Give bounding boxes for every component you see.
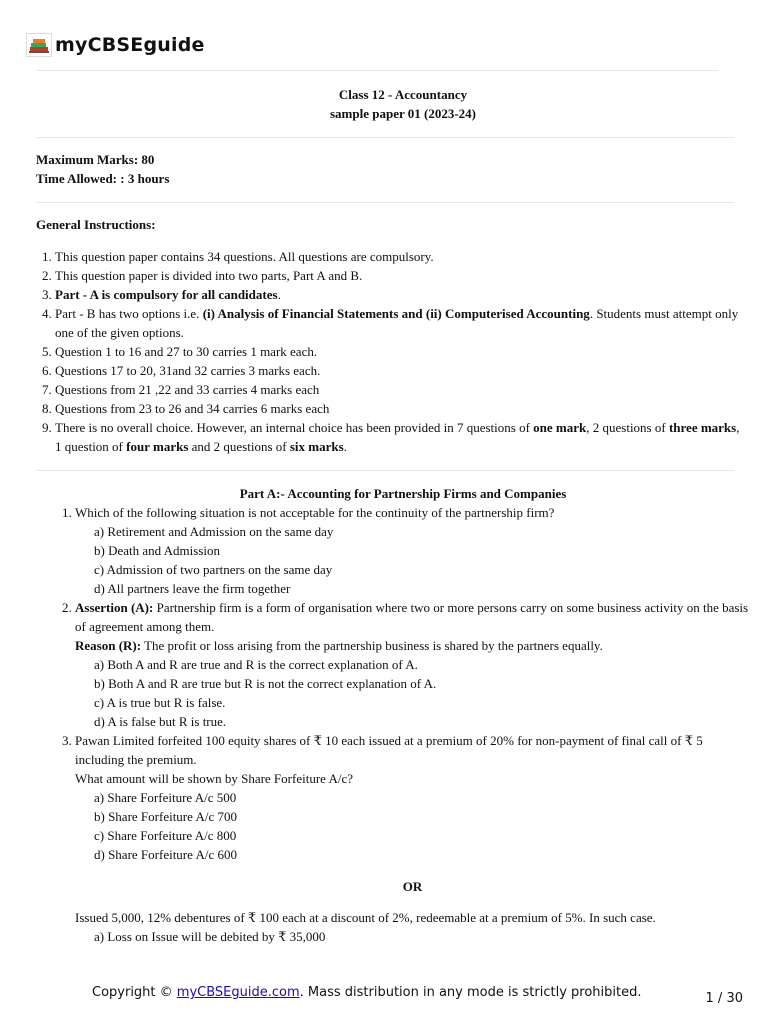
option: a) Share Forfeiture A/c 500 xyxy=(94,790,237,805)
instruction-item: 5. Question 1 to 16 and 27 to 30 carries 1 mark each. xyxy=(55,342,749,361)
option: d) All partners leave the firm together xyxy=(94,581,291,596)
marks-info xyxy=(36,150,169,188)
questions-list xyxy=(55,503,750,946)
divider xyxy=(36,70,718,71)
instruction-item: 6. Questions 17 to 20, 31and 32 carries 3 marks each. xyxy=(55,361,749,380)
question-1 xyxy=(75,503,750,598)
site-link[interactable]: myCBSEguide.com xyxy=(176,985,300,1000)
option: c) A is true but R is false. xyxy=(94,695,226,710)
option: a) Both A and R are true and R is the correct explanation of A. xyxy=(94,657,418,672)
question-text: 1. Which of the following situation is not acceptable for the continuity of the partnership firm? xyxy=(75,505,555,520)
options-list xyxy=(75,655,750,731)
logo-icon xyxy=(26,33,52,57)
instruction-item: 8. Questions from 23 to 26 and 34 carries 6 marks each xyxy=(55,399,749,418)
instruction-item: 9. There is no overall choice. However, an internal choice has been provided in 7 questions of one mark, 2 questions of three marks, 1 question of four marks and 2 questions of six marks. xyxy=(55,418,749,456)
reason: Reason (R): The profit or loss arising from the partnership business is shared by the partners equally. xyxy=(75,638,603,653)
paper-subtitle: sample paper 01 (2023-24) xyxy=(329,106,476,121)
instruction-item: 7. Questions from 21 ,22 and 33 carries 4 marks each xyxy=(55,380,749,399)
options-list xyxy=(75,788,750,864)
instruction-item: 1. This question paper contains 34 questions. All questions are compulsory. xyxy=(55,247,749,266)
question-3 xyxy=(75,731,750,946)
time-allowed: Time Allowed: : 3 hours xyxy=(36,171,170,186)
divider xyxy=(36,470,734,471)
divider xyxy=(36,202,734,203)
divider xyxy=(36,137,734,138)
page-number: 1 / 30 xyxy=(705,991,743,1006)
option: a) Retirement and Admission on the same day xyxy=(94,524,334,539)
assertion: 2. Assertion (A): Partnership firm is a form of organisation where two or more persons carry on some business activity on the basis of agreement among them. xyxy=(75,600,749,634)
option: b) Share Forfeiture A/c 700 xyxy=(94,809,237,824)
instruction-item: 2. This question paper is divided into two parts, Part A and B. xyxy=(55,266,749,285)
option: a) Loss on Issue will be debited by ₹ 35,000 xyxy=(94,929,326,944)
part-a-title: Part A:- Accounting for Partnership Firms and Companies xyxy=(239,486,567,501)
copyright-footer: Copyright © myCBSEguide.com. Mass distribution in any mode is strictly prohibited. xyxy=(92,985,642,1000)
site-header xyxy=(26,33,205,57)
options-list xyxy=(75,522,750,598)
or-separator: OR xyxy=(402,879,423,894)
paper-title xyxy=(36,85,768,123)
option: d) Share Forfeiture A/c 600 xyxy=(94,847,237,862)
question-2 xyxy=(75,598,750,731)
option: b) Both A and R are true but R is not the correct explanation of A. xyxy=(94,676,437,691)
maximum-marks: Maximum Marks: 80 xyxy=(36,152,155,167)
option: d) A is false but R is true. xyxy=(94,714,227,729)
options-list xyxy=(75,927,750,946)
option: c) Admission of two partners on the same day xyxy=(94,562,333,577)
class-title: Class 12 - Accountancy xyxy=(338,87,468,102)
general-instructions-heading: General Instructions: xyxy=(36,217,156,232)
brand-name: myCBSEguide xyxy=(55,33,205,56)
instruction-item: 4. Part - B has two options i.e. (i) Analysis of Financial Statements and (ii) Computerised Accounting. Students must attempt only one of the given options. xyxy=(55,304,749,342)
instructions-list xyxy=(36,247,749,456)
question-subtext: What amount will be shown by Share Forfeiture A/c? xyxy=(75,771,353,786)
alternate-question-text: Issued 5,000, 12% debentures of ₹ 100 each at a discount of 2%, redeemable at a premium of 5%. In such case. xyxy=(75,910,656,925)
option: c) Share Forfeiture A/c 800 xyxy=(94,828,237,843)
option: b) Death and Admission xyxy=(94,543,221,558)
instruction-item: 3. Part - A is compulsory for all candidates. xyxy=(55,285,749,304)
question-text: 3. Pawan Limited forfeited 100 equity shares of ₹ 10 each issued at a premium of 20% for non-payment of final call of ₹ 5 including the premium. xyxy=(75,733,703,767)
